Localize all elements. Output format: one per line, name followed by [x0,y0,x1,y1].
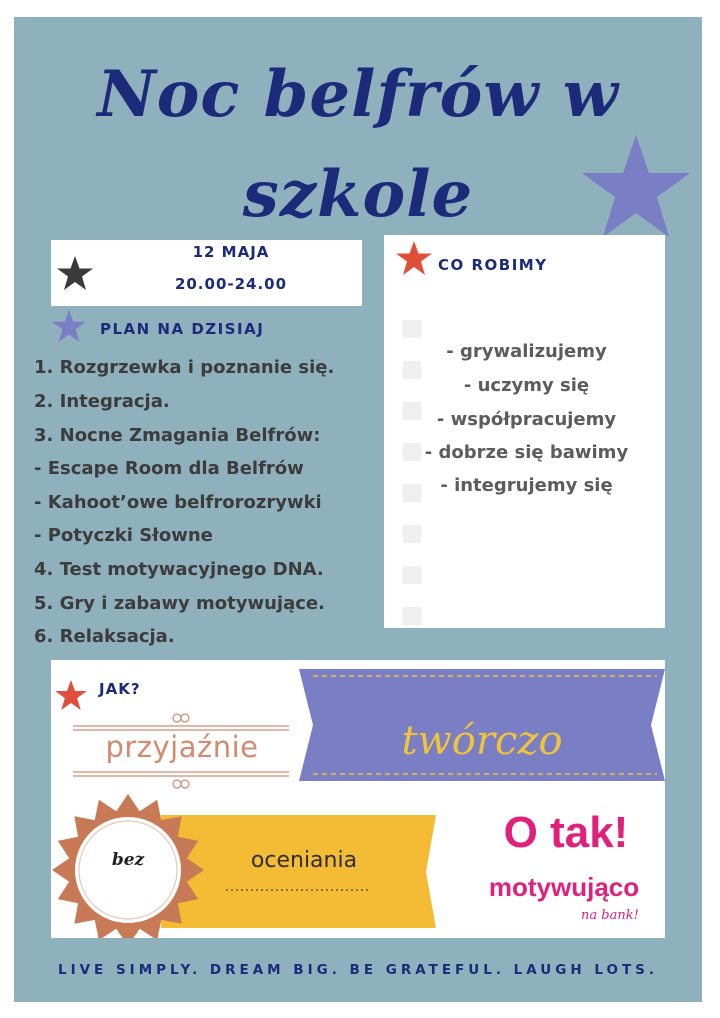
checkbox-square [403,607,421,625]
robimy-star-icon [396,241,432,275]
bez-text: bez [111,850,145,870]
jak-card [51,660,665,938]
motywujaco-text: motywująco [488,872,640,902]
plan-item: 3. Nocne Zmagania Belfrów: [34,425,321,446]
date-time: 20.00-24.00 [174,275,288,293]
plan-star-icon [52,310,86,342]
robimy-item: - uczymy się [463,375,590,396]
plan-item: - Kahoot’owe belfrorozrywki [34,492,322,513]
poster [14,17,702,1002]
robimy-item: - dobrze się bawimy [424,442,629,463]
jak-heading: JAK? [99,680,141,698]
plan-item: - Escape Room dla Belfrów [34,458,304,479]
robimy-item: - grywalizujemy [446,341,607,362]
checkbox-square [403,525,421,543]
checkbox-square [403,320,421,338]
plan-item: - Potyczki Słowne [34,525,213,546]
robimy-heading: CO ROBIMY [438,256,548,274]
plan-item: 4. Test motywacyjnego DNA. [34,559,324,580]
plan-item: 2. Integracja. [34,391,170,412]
przyjaznie-text: przyjaźnie [105,730,259,764]
footer-motto: LIVE SIMPLY. DREAM BIG. BE GRATEFUL. LAUGH LOTS. [57,962,659,978]
plan-item: 5. Gry i zabawy motywujące. [34,593,325,614]
otak-text: O tak! [503,808,629,857]
title-line-2: szkole [242,157,474,232]
date-day: 12 MAJA [192,243,270,261]
plan-item: 6. Relaksacja. [34,626,175,647]
robimy-card [384,235,665,628]
robimy-item: - współpracujemy [436,409,617,430]
checkbox-square [403,566,421,584]
plan-item: 1. Rozgrzewka i poznanie się. [34,357,335,378]
robimy-item: - integrujemy się [440,475,613,496]
title-line-1: Noc belfrów w [97,57,619,132]
tworczo-text: twórczo [401,718,563,764]
star-icon [57,256,93,290]
jak-star-icon [55,680,87,710]
plan-heading: PLAN NA DZISIAJ [100,320,265,338]
oceniania-text: oceniania [250,848,358,873]
date-card [51,240,362,306]
nabank-text: na bank! [581,908,639,923]
big-star-icon [580,135,692,239]
